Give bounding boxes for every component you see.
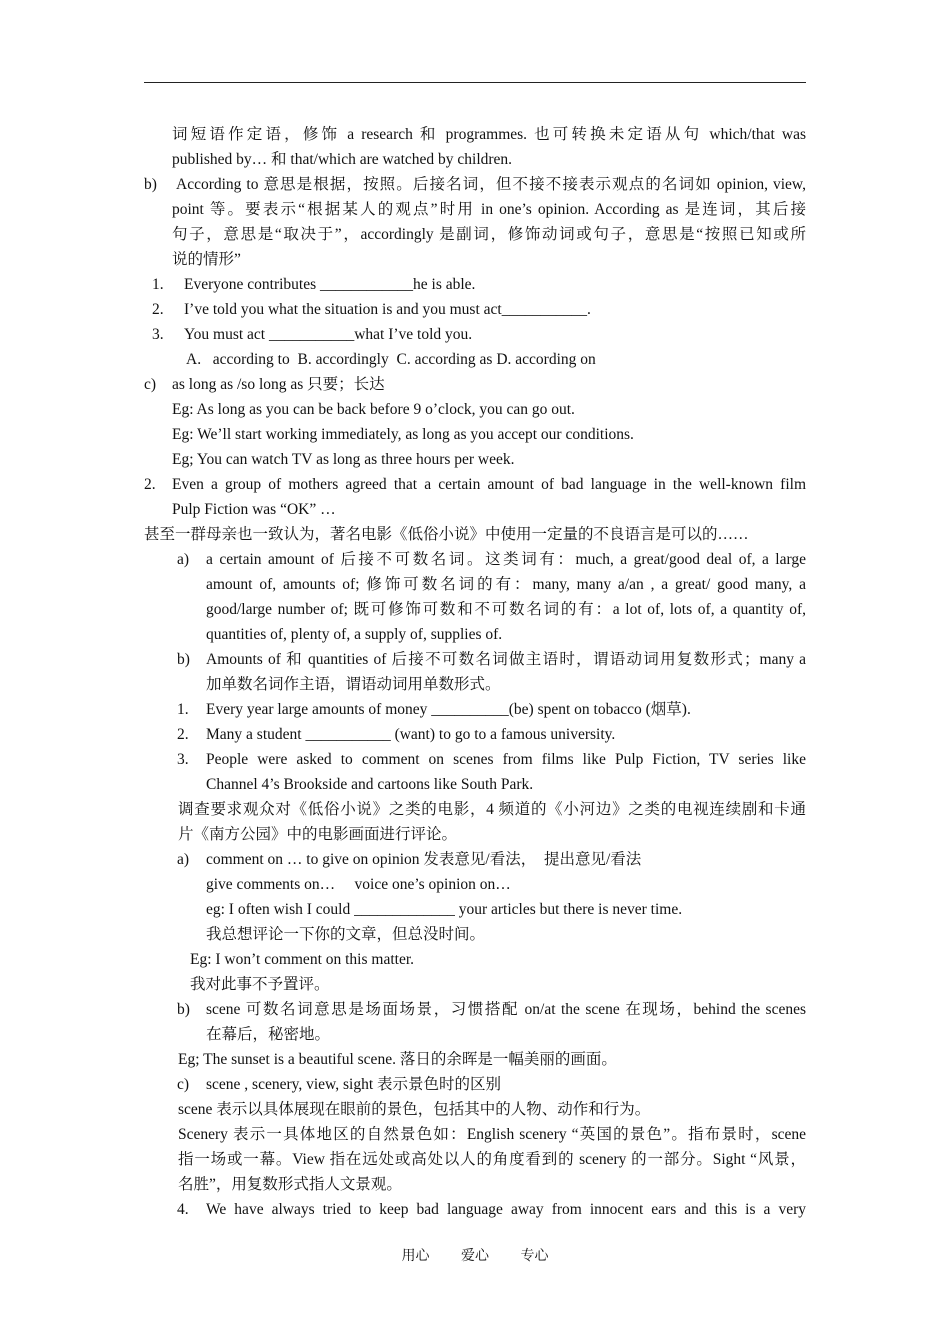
text-line [0,647,950,672]
text-line [0,1097,950,1122]
line-text: scene 表示以具体展现在眼前的景色，包括其中的人物、动作和行为。 [178,1101,651,1118]
text-line [0,947,950,972]
text-line [0,1197,950,1222]
line-text: Pulp Fiction was “OK” … [172,501,336,518]
text-line [0,672,950,697]
answer-options: A. according to B. accordingly C. according as D. according on [186,351,596,368]
text-line [0,997,950,1022]
line-text: Eg; You can watch TV as long as three hours per week. [172,451,515,468]
line-text: 在幕后，秘密地。 [206,1026,331,1043]
list-marker: 1. [177,701,189,718]
line-text: point 等。要表示“根据某人的观点”时用 in one’s opinion. According as 是连词，其后接 [172,201,806,218]
line-text: Everyone contributes ____________he is able. [184,276,476,293]
line-text: quantities of, plenty of, a supply of, supplies of. [206,626,503,643]
line-text: Amounts of 和 quantities of 后接不可数名词做主语时，谓语动词用复数形式；many a [206,651,806,668]
list-marker: a) [177,551,190,568]
list-marker: b) [177,651,190,668]
text-line [0,472,950,497]
text-line [0,897,950,922]
text-line [0,722,950,747]
line-text: Eg: We’ll start working immediately, as long as you accept our conditions. [172,426,634,443]
line-text: 指一场或一幕。View 指在远处或高处以人的角度看到的 scenery 的一部分。Sight “风景， [178,1151,806,1168]
line-text: a certain amount of 后接不可数名词。这类词有：much, a great/good deal of, a large [206,551,806,568]
text-line [0,547,950,572]
line-text: Channel 4’s Brookside and cartoons like South Park. [206,776,534,793]
line-text: Eg: As long as you can be back before 9 o’clock, you can go out. [172,401,575,418]
list-marker: 2. [144,476,156,493]
line-text: 我对此事不予置评。 [190,976,330,993]
text-line [0,272,950,297]
line-text: 词短语作定语，修饰 a research 和 programmes. 也可转换未定语从句 which/that was [172,126,806,143]
list-marker: b) [177,1001,190,1018]
text-line [0,297,950,322]
line-text: good/large number of; 既可修饰可数和不可数名词的有：a lot of, lots of, a quantity of, [206,601,806,618]
list-marker: 1. [152,276,164,293]
text-line [0,497,950,522]
list-marker: a) [177,851,190,868]
line-text: I’ve told you what the situation is and you must act___________. [184,301,591,318]
text-line [0,772,950,797]
text-line [0,397,950,422]
line-text: as long as /so long as 只要；长达 [172,376,385,393]
text-line [0,597,950,622]
footer-word: 爱心 [461,1249,489,1264]
list-marker: b) [144,176,157,193]
text-line [0,747,950,772]
line-text: give comments on… voice one’s opinion on… [206,876,511,893]
text-line [0,122,950,147]
text-line [0,622,950,647]
text-line [0,447,950,472]
text-line [0,797,950,822]
list-marker: 3. [177,751,189,768]
list-marker: 2. [177,726,189,743]
line-text: People were asked to comment on scenes from films like Pulp Fiction, TV series like [206,751,806,768]
text-line [0,422,950,447]
line-text: comment on … to give on opinion 发表意见/看法， 提出意见/看法 [206,851,642,868]
line-text: 甚至一群母亲也一致认为，著名电影《低俗小说》中使用一定量的不良语言是可以的…… [144,526,749,543]
text-line [0,822,950,847]
text-line [0,572,950,597]
line-text: scene , scenery, view, sight 表示景色时的区别 [206,1076,502,1093]
text-line [0,972,950,997]
list-marker: c) [177,1076,190,1093]
line-text: Every year large amounts of money __________(be) spent on tobacco (烟草). [206,701,691,718]
page-footer [0,1246,950,1268]
line-text: You must act ___________what I’ve told you. [184,326,473,343]
line-text: Many a student ___________ (want) to go to a famous university. [206,726,616,743]
text-line [0,872,950,897]
text-line [0,1147,950,1172]
list-marker: c) [144,376,157,393]
line-text: Eg: I won’t comment on this matter. [190,951,415,968]
line-text: Even a group of mothers agreed that a certain amount of bad language in the well-known film [172,476,806,493]
text-line [0,222,950,247]
text-line [0,847,950,872]
line-text: 片《南方公园》中的电影画面进行评论。 [178,826,458,843]
line-text: 句子，意思是“取决于”，accordingly 是副词，修饰动词或句子，意思是“按照已知或所 [172,226,806,243]
line-text: 加单数名词作主语，谓语动词用单数形式。 [206,676,501,693]
line-text: eg: I often wish I could _____________ your articles but there is never time. [206,901,683,918]
list-marker: 4. [177,1201,189,1218]
text-line [0,197,950,222]
list-marker: 2. [152,301,164,318]
text-line [0,1172,950,1197]
line-text: Eg; The sunset is a beautiful scene. 落日的余晖是一幅美丽的画面。 [178,1051,617,1068]
text-line [0,247,950,272]
text-line [0,322,950,347]
list-marker: 3. [152,326,164,343]
line-text: 名胜”，用复数形式指人文景观。 [178,1176,402,1193]
line-text: We have always tried to keep bad language away from innocent ears and this is a very [206,1201,806,1218]
text-line [0,522,950,547]
line-text: 我总想评论一下你的文章，但总没时间。 [206,926,486,943]
text-line [0,1022,950,1047]
text-line [0,347,950,372]
text-line [0,1072,950,1097]
line-text: 调查要求观众对《低俗小说》之类的电影，4 频道的《小河边》之类的电视连续剧和卡通 [178,801,806,818]
text-line [0,1047,950,1072]
line-text: 说的情形” [172,251,241,268]
line-text: scene 可数名词意思是场面场景，习惯搭配 on/at the scene 在现场，behind the scenes [206,1001,806,1018]
footer-word: 用心 [401,1249,430,1264]
text-line [0,1122,950,1147]
text-line [0,697,950,722]
text-line [0,922,950,947]
footer-word: 专心 [520,1249,549,1264]
line-text: According to 意思是根据，按照。后接名词，但不接不接表示观点的名词如 opinion, view, [176,176,806,193]
header-rule [144,82,806,83]
line-text: amount of, amounts of; 修饰可数名词的有：many, many a/an , a great/ good many, a [206,576,806,593]
text-line [0,172,950,197]
line-text: published by… 和 that/which are watched by children. [172,151,513,168]
text-line [0,372,950,397]
text-line [0,147,950,172]
line-text: Scenery 表示一具体地区的自然景色如：English scenery “英国的景色”。指布景时，scene [178,1126,806,1143]
